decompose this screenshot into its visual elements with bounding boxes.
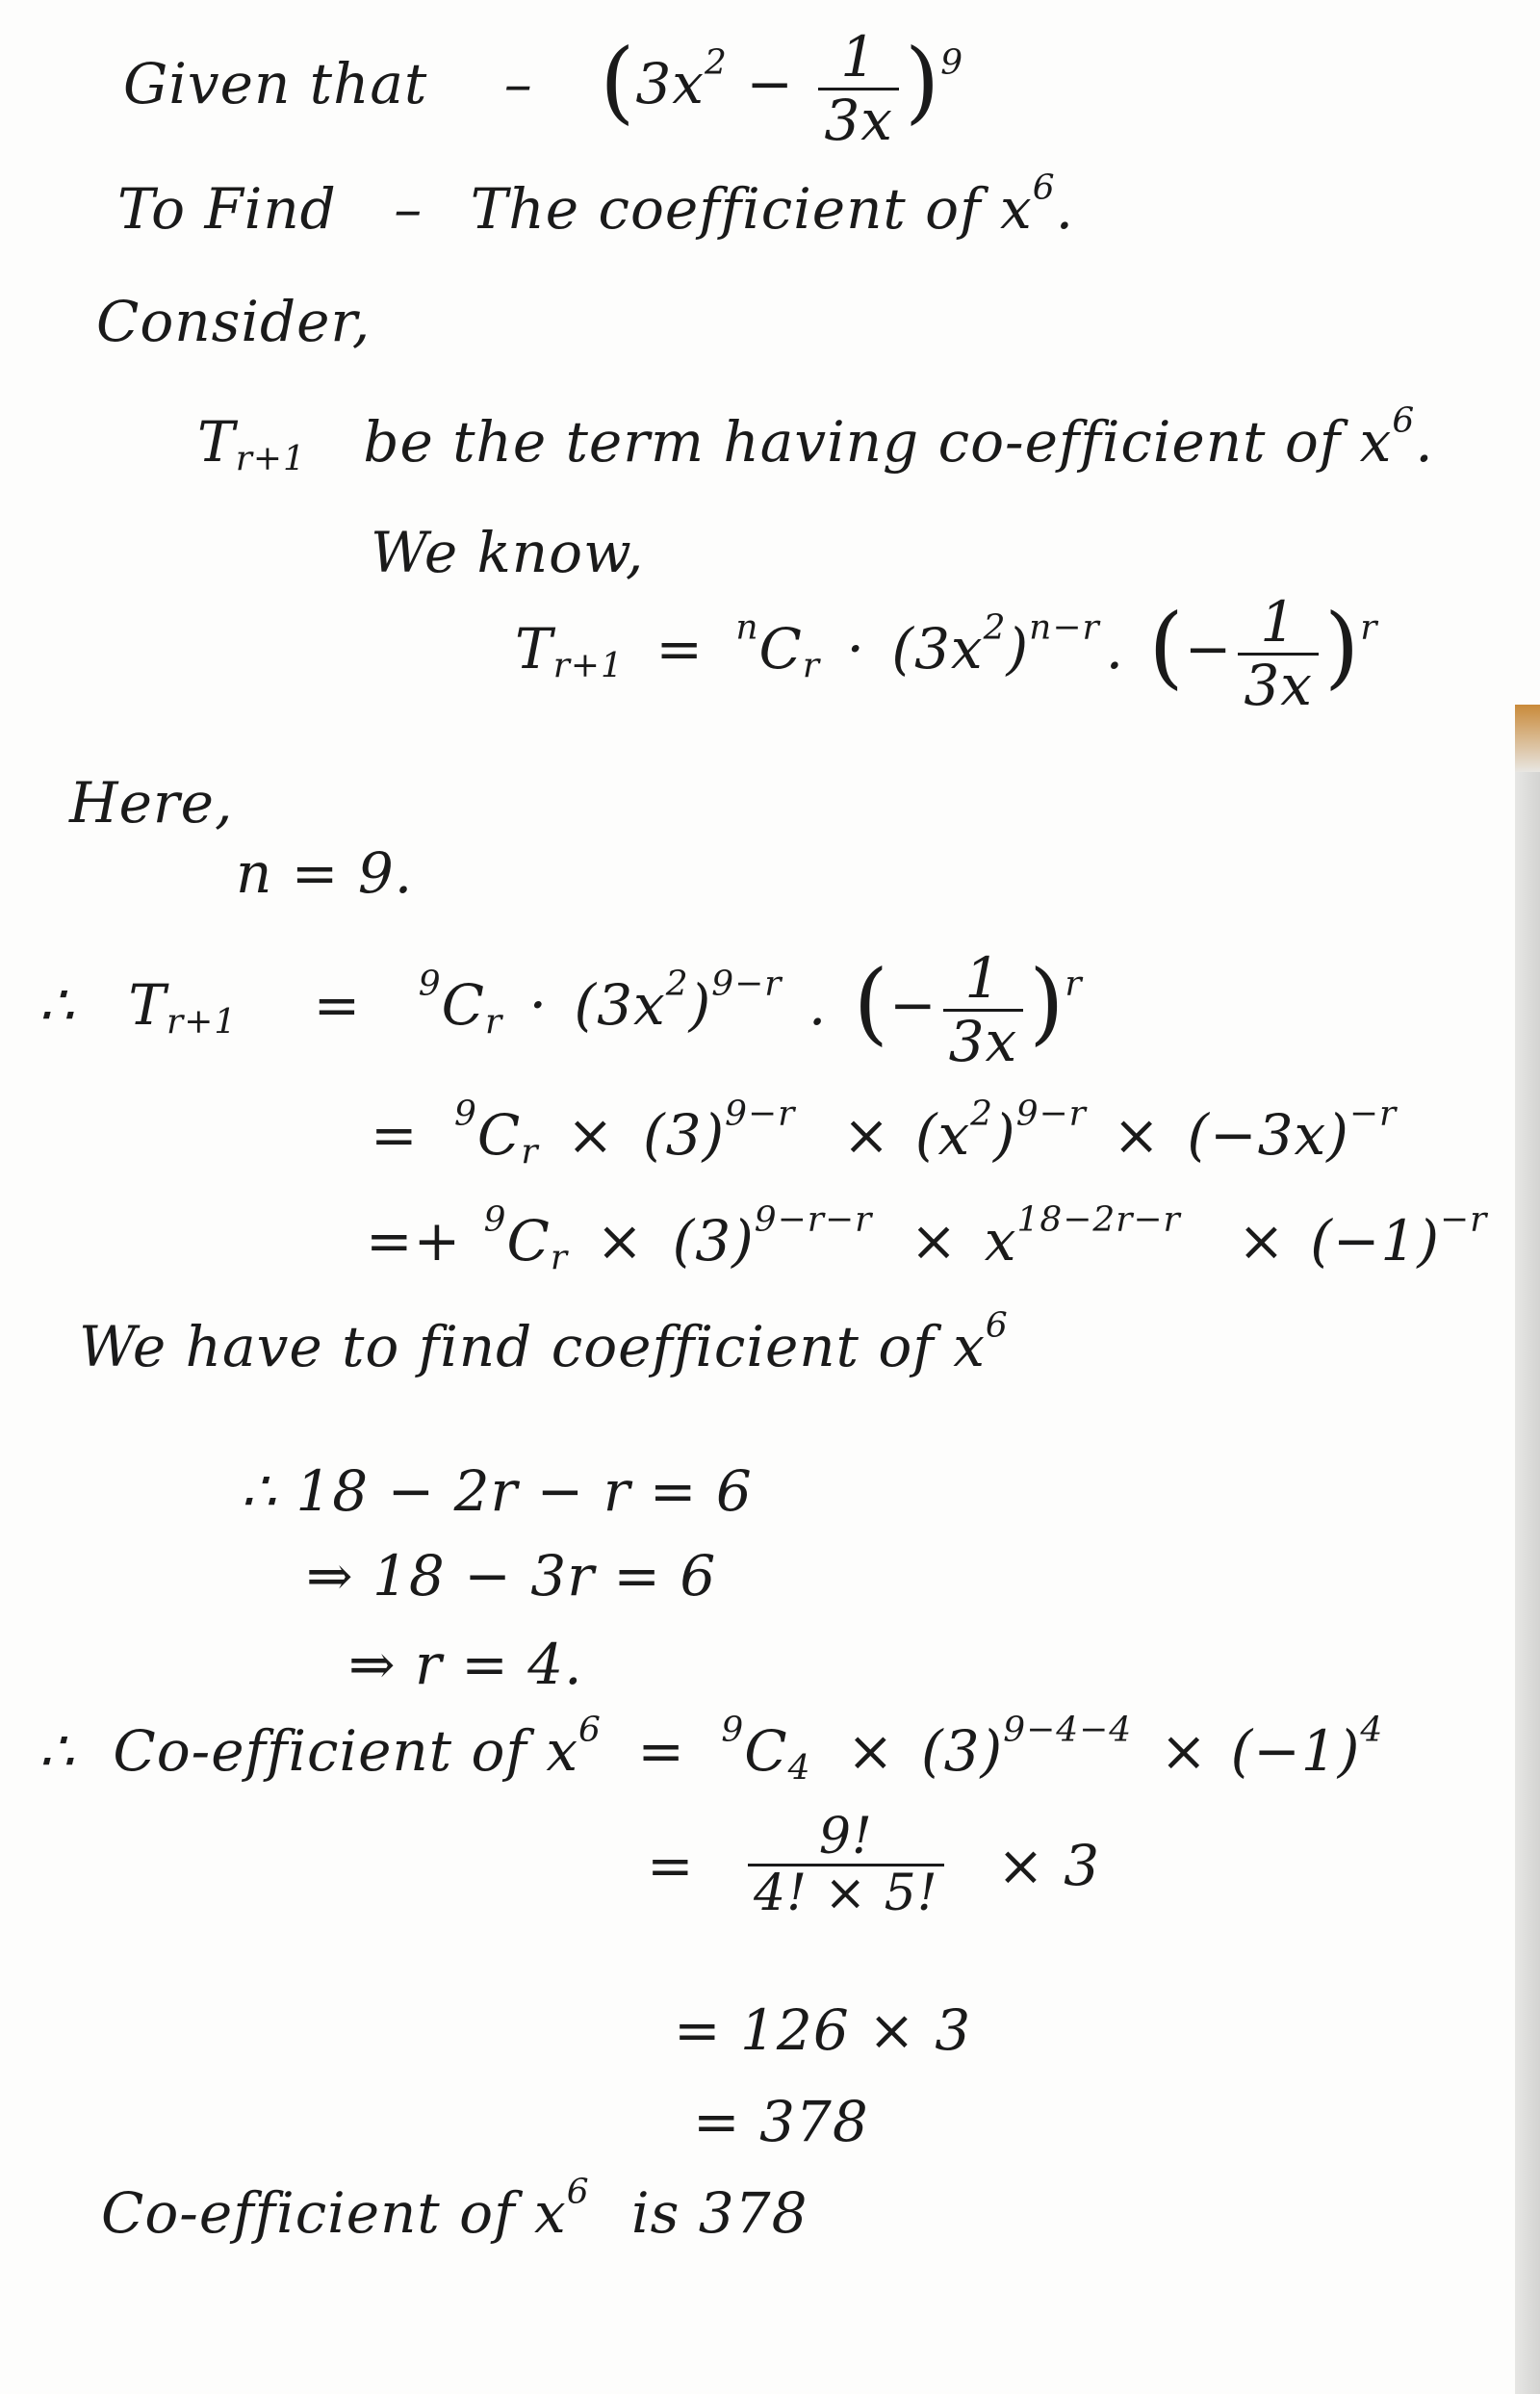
we-have-line	[79, 1305, 1009, 1379]
step1-eq: =	[313, 972, 362, 1039]
we-have-power: 6	[985, 1305, 1009, 1346]
we-have-text: We have to find coefficient of x	[79, 1314, 986, 1379]
general-dot: ·	[846, 616, 865, 682]
step3-plus: +	[413, 1208, 462, 1274]
term-definition-line	[197, 400, 1434, 478]
equation-1	[241, 1458, 753, 1524]
general-fraction-den: 3x	[1244, 652, 1313, 718]
step1-exp2: r	[1065, 964, 1083, 1004]
general-base-close: )	[1006, 616, 1030, 682]
fact-num: 9!	[748, 1810, 944, 1866]
given-power: 9	[940, 42, 964, 83]
equation-1-text: ∴ 18 − 2r − r = 6	[241, 1458, 753, 1524]
we-know-label: We know,	[371, 520, 645, 585]
coef-e2: 4	[1360, 1710, 1384, 1750]
step3-line	[366, 1199, 1488, 1277]
step2-x3: ×	[1113, 1102, 1161, 1168]
step3-b1: (3)	[672, 1208, 755, 1274]
step2-e3: −r	[1348, 1094, 1398, 1134]
term-power: 6	[1392, 400, 1416, 441]
given-line	[123, 24, 964, 153]
step1-fraction-den: 3x	[948, 1008, 1018, 1074]
step3-e1: 9−r−r	[754, 1199, 873, 1240]
general-fraction-num: 1	[1238, 592, 1319, 656]
step1-term2-minus: −	[888, 972, 937, 1039]
step3-r: r	[550, 1237, 569, 1277]
consider-line	[96, 289, 372, 354]
general-fraction	[1238, 589, 1319, 718]
coefficient-line	[38, 1710, 1384, 1788]
given-term1: 3x	[635, 51, 706, 117]
final-tail: is 378	[631, 2180, 808, 2246]
step2-r: r	[521, 1131, 539, 1171]
term-subscript: r+1	[235, 438, 306, 478]
step1-base-pow: 2	[665, 964, 689, 1004]
given-dash: –	[503, 51, 533, 117]
step3-C: C	[506, 1208, 551, 1274]
general-lhs-sub: r+1	[552, 646, 624, 686]
coef-pre: 9	[721, 1710, 745, 1750]
general-n: n	[735, 607, 759, 648]
step2-b1: (3)	[642, 1102, 726, 1168]
to-find-line	[117, 167, 1075, 242]
product-text: = 126 × 3	[674, 1997, 972, 2063]
coef-r: 4	[787, 1747, 811, 1788]
step1-base: (3x	[574, 972, 666, 1039]
given-label: Given that	[123, 51, 428, 117]
term-end: .	[1415, 409, 1434, 475]
result-line	[693, 2089, 869, 2154]
general-base-pow: 2	[983, 607, 1007, 648]
here-label: Here,	[69, 770, 234, 836]
n-value: n = 9.	[236, 840, 414, 906]
general-exp2: r	[1360, 607, 1378, 648]
step1-T: T	[128, 972, 167, 1039]
equation-2-text: ⇒ 18 − 3r = 6	[306, 1543, 717, 1609]
step1-term2-open: (	[853, 950, 889, 1055]
step3-x3: ×	[1238, 1208, 1286, 1274]
step2-eq: =	[371, 1102, 419, 1168]
step2-b2pow: 2	[970, 1094, 994, 1134]
page-edge	[1515, 705, 1540, 2394]
coef-x2: ×	[1160, 1718, 1209, 1784]
fact-fraction	[748, 1808, 944, 1923]
given-fraction-den: 3x	[824, 87, 894, 153]
step1-fraction	[943, 945, 1024, 1074]
here-line	[69, 770, 234, 836]
step2-b3: (−3x)	[1187, 1102, 1349, 1168]
we-know-line	[371, 520, 645, 585]
step3-pre: 9	[483, 1199, 507, 1240]
coef-therefore: ∴	[38, 1718, 75, 1784]
step3-eq: =	[366, 1208, 414, 1274]
to-find-power: 6	[1032, 167, 1056, 208]
step1-sub: r+1	[167, 1002, 238, 1043]
coef-C: C	[744, 1718, 788, 1784]
consider-label: Consider,	[96, 289, 372, 354]
general-C: C	[758, 616, 803, 682]
coef-b2: (−1)	[1230, 1718, 1361, 1784]
general-base: (3x	[891, 616, 984, 682]
step2-pre: 9	[454, 1094, 477, 1134]
step1-exp: 9−r	[711, 964, 783, 1004]
step1-dot: ·	[528, 972, 549, 1039]
general-term2-open: (	[1148, 594, 1185, 699]
step2-x1: ×	[566, 1102, 615, 1168]
coef-eq: =	[637, 1718, 685, 1784]
to-find-label: To Find	[117, 176, 337, 242]
general-lhs: T	[515, 616, 553, 682]
step3-b2: x	[984, 1208, 1017, 1274]
general-eq: =	[655, 616, 704, 682]
step3-e3: −r	[1439, 1199, 1488, 1240]
given-fraction	[818, 24, 899, 153]
step3-x2: ×	[910, 1208, 959, 1274]
step3-x1: ×	[596, 1208, 645, 1274]
step1-C: C	[441, 972, 485, 1039]
final-power: 6	[566, 2172, 590, 2212]
term-symbol: T	[197, 409, 236, 475]
to-find-text-body: The coefficient of x	[470, 176, 1033, 242]
step2-line	[371, 1094, 1398, 1171]
equation-3	[348, 1632, 583, 1697]
step1-fraction-num: 1	[943, 948, 1024, 1012]
step1-line	[38, 945, 1083, 1074]
fact-den: 4! × 5!	[754, 1865, 938, 1923]
result-text: = 378	[693, 2089, 869, 2154]
to-find-text	[470, 167, 1075, 242]
given-fraction-num: 1	[818, 27, 899, 90]
coef-b1: (3)	[921, 1718, 1004, 1784]
general-term2-close: )	[1323, 594, 1361, 699]
to-find-dash: –	[394, 176, 424, 242]
step1-therefore: ∴	[38, 972, 75, 1039]
step2-e1: 9−r	[725, 1094, 796, 1134]
step2-b2close: )	[993, 1102, 1016, 1168]
given-minus: −	[746, 51, 794, 117]
final-text: Co-efficient of x	[101, 2180, 567, 2246]
general-term-line: $T_{r+1} = ^nC_r \cdot (3x^2)^{n-r}$ . (− $\frac{1}{3x}$ )$^r$	[515, 589, 1378, 718]
page-edge-shadow	[1515, 705, 1540, 772]
step1-pre: 9	[418, 964, 442, 1004]
given-term1-power: 2	[705, 42, 728, 83]
general-exp: n−r	[1029, 607, 1100, 648]
step2-b2: (x	[914, 1102, 971, 1168]
to-find-end: .	[1055, 176, 1075, 242]
step1-term2-close: )	[1029, 950, 1065, 1055]
equation-3-text: ⇒ r = 4.	[348, 1632, 583, 1697]
step2-C: C	[476, 1102, 522, 1168]
coef-power: 6	[578, 1710, 602, 1750]
product-line	[674, 1997, 972, 2063]
step3-e2: 18−2r−r	[1016, 1199, 1181, 1240]
factorial-line	[647, 1808, 1101, 1923]
coef-e1: 9−4−4	[1003, 1710, 1133, 1750]
step2-x2: ×	[842, 1102, 891, 1168]
term-description-body: be the term having co-efficient of x	[363, 409, 1393, 475]
coef-text: Co-efficient of x	[113, 1718, 579, 1784]
general-r: r	[802, 646, 821, 686]
coef-x1: ×	[846, 1718, 895, 1784]
step1-base-close: )	[688, 972, 712, 1039]
fact-times: × 3	[997, 1832, 1101, 1898]
term-description	[363, 400, 1434, 475]
step1-r: r	[484, 1002, 503, 1043]
fact-eq: =	[647, 1832, 695, 1898]
final-line	[101, 2172, 808, 2246]
equation-2	[306, 1543, 717, 1609]
step1-dot2: .	[808, 972, 828, 1039]
given-expression: ($3x^2$ − $\frac{1}{3x}$ )$^9$	[600, 24, 964, 153]
step2-e2: 9−r	[1015, 1094, 1087, 1134]
n-value-line	[236, 840, 414, 906]
general-term2-minus: −	[1184, 616, 1233, 682]
step3-b3: (−1)	[1310, 1208, 1440, 1274]
